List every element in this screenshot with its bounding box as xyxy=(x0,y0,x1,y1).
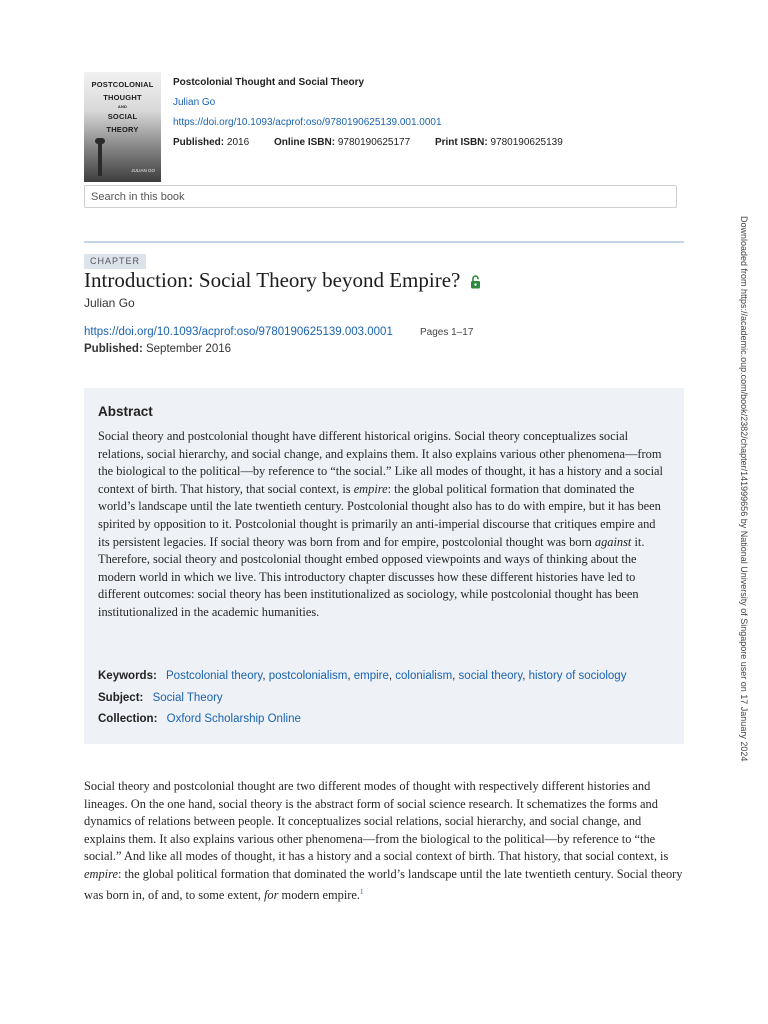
abstract-panel xyxy=(84,388,684,744)
keyword-link[interactable]: empire xyxy=(353,670,389,682)
collection-row xyxy=(98,713,301,725)
collection-link[interactable]: Oxford Scholarship Online xyxy=(166,713,301,725)
cover-tower-graphic xyxy=(98,140,102,176)
chapter-title-text: Introduction: Social Theory beyond Empire? xyxy=(84,268,461,292)
cover-author: JULIAN GO xyxy=(131,168,155,173)
search-in-book-input[interactable]: Search in this book xyxy=(84,185,677,208)
book-publication-info xyxy=(173,133,585,153)
keyword-link[interactable]: history of sociology xyxy=(528,670,627,682)
book-published-label: Published: xyxy=(173,137,225,148)
download-notice xyxy=(738,216,749,816)
book-published-value: 2016 xyxy=(226,137,250,148)
chapter-published-label: Published: xyxy=(84,343,143,355)
chapter-author: Julian Go xyxy=(84,296,135,310)
keywords-row: Keywords: Postcolonial theory, postcolonialism, empire, colonialism, social theory, history of sociology xyxy=(98,670,627,682)
keyword-link[interactable]: postcolonialism xyxy=(268,670,348,682)
footnote-link[interactable]: 1 xyxy=(360,887,364,896)
chapter-doi-link[interactable]: https://doi.org/10.1093/acprof:oso/9780190625139.003.0001 xyxy=(84,326,393,338)
chapter-published xyxy=(84,343,231,355)
subject-row xyxy=(98,692,223,704)
unlock-icon xyxy=(470,270,481,295)
book-author-link[interactable]: Julian Go xyxy=(173,97,216,108)
download-notice-text: Downloaded from https://academic.oup.com/book/2382/chapter/141999656 by National University of Singapore user on 17 January 2024 xyxy=(739,216,749,762)
cover-title: POSTCOLONIAL THOUGHT AND SOCIAL THEORY xyxy=(91,80,154,134)
collection-label: Collection: xyxy=(98,713,158,725)
abstract-text: Social theory and postcolonial thought have different historical origins. Social theory conceptualizes social relations, social hierarchy, and social change, and explains them. It also explains various other phenomena—from the biological to the political—by reference to “the social.” Like all modes of thought, it has a history and a social context of birth. That history, that social context, is empire: the global political formation that dominated the world’s landscape until the late twentieth century. Postcolonial thought also has to do with empire, but it has been spirited by opposition to it. Postcolonial thought is primarily an anti-imperial discourse that critiques empire and its persistent legacies. If social theory was born from and for empire, postcolonial thought was born against it. Therefore, social theory and postcolonial thought embed opposed viewpoints and ways of thinking about the modern world in which we live. This introductory chapter discusses how these different histories have led to different outcomes: social theory has been institutionalized as sociology, while postcolonial thought has been institutionalized in the academic humanities. xyxy=(98,429,663,619)
subject-label: Subject: xyxy=(98,692,144,704)
book-title[interactable]: Postcolonial Thought and Social Theory xyxy=(173,77,365,88)
chapter-published-value: September 2016 xyxy=(145,343,232,355)
online-isbn-label: Online ISBN: xyxy=(273,137,336,148)
book-cover-image[interactable] xyxy=(84,72,161,182)
header-divider xyxy=(84,241,684,243)
keywords-label: Keywords: xyxy=(98,670,157,682)
keyword-link[interactable]: Postcolonial theory xyxy=(166,670,263,682)
chapter-pages: Pages 1–17 xyxy=(420,327,474,338)
keyword-link[interactable]: social theory xyxy=(458,670,523,682)
book-doi-link[interactable]: https://doi.org/10.1093/acprof:oso/9780190625139.001.0001 xyxy=(173,117,442,128)
print-isbn-value: 9780190625139 xyxy=(490,137,563,148)
chapter-badge: CHAPTER xyxy=(84,254,146,269)
online-isbn-value: 9780190625177 xyxy=(337,137,411,148)
book-meta xyxy=(173,73,585,153)
abstract-heading: Abstract xyxy=(98,404,153,419)
keyword-link[interactable]: colonialism xyxy=(395,670,453,682)
chapter-title xyxy=(84,268,481,295)
chapter-body-paragraph: Social theory and postcolonial thought are two different modes of thought with respectively different histories and lineages. On the one hand, social theory is the abstract form of social science research. It schematizes the forms and dynamics of relations between people. It conceptualizes social relations, social hierarchy, and social change, and explains them. It also explains various other phenomena—from the biological to the political—by reference to “the social.” And like all modes of thought, it has a history and a social context of birth. That history, that social context, is empire: the global political formation that dominated the world’s landscape until the late twentieth century. Social theory was born in, of and, to some extent, for modern empire.$^1$ xyxy=(84,779,683,902)
subject-link[interactable]: Social Theory xyxy=(152,692,223,704)
print-isbn-label: Print ISBN: xyxy=(434,137,488,148)
